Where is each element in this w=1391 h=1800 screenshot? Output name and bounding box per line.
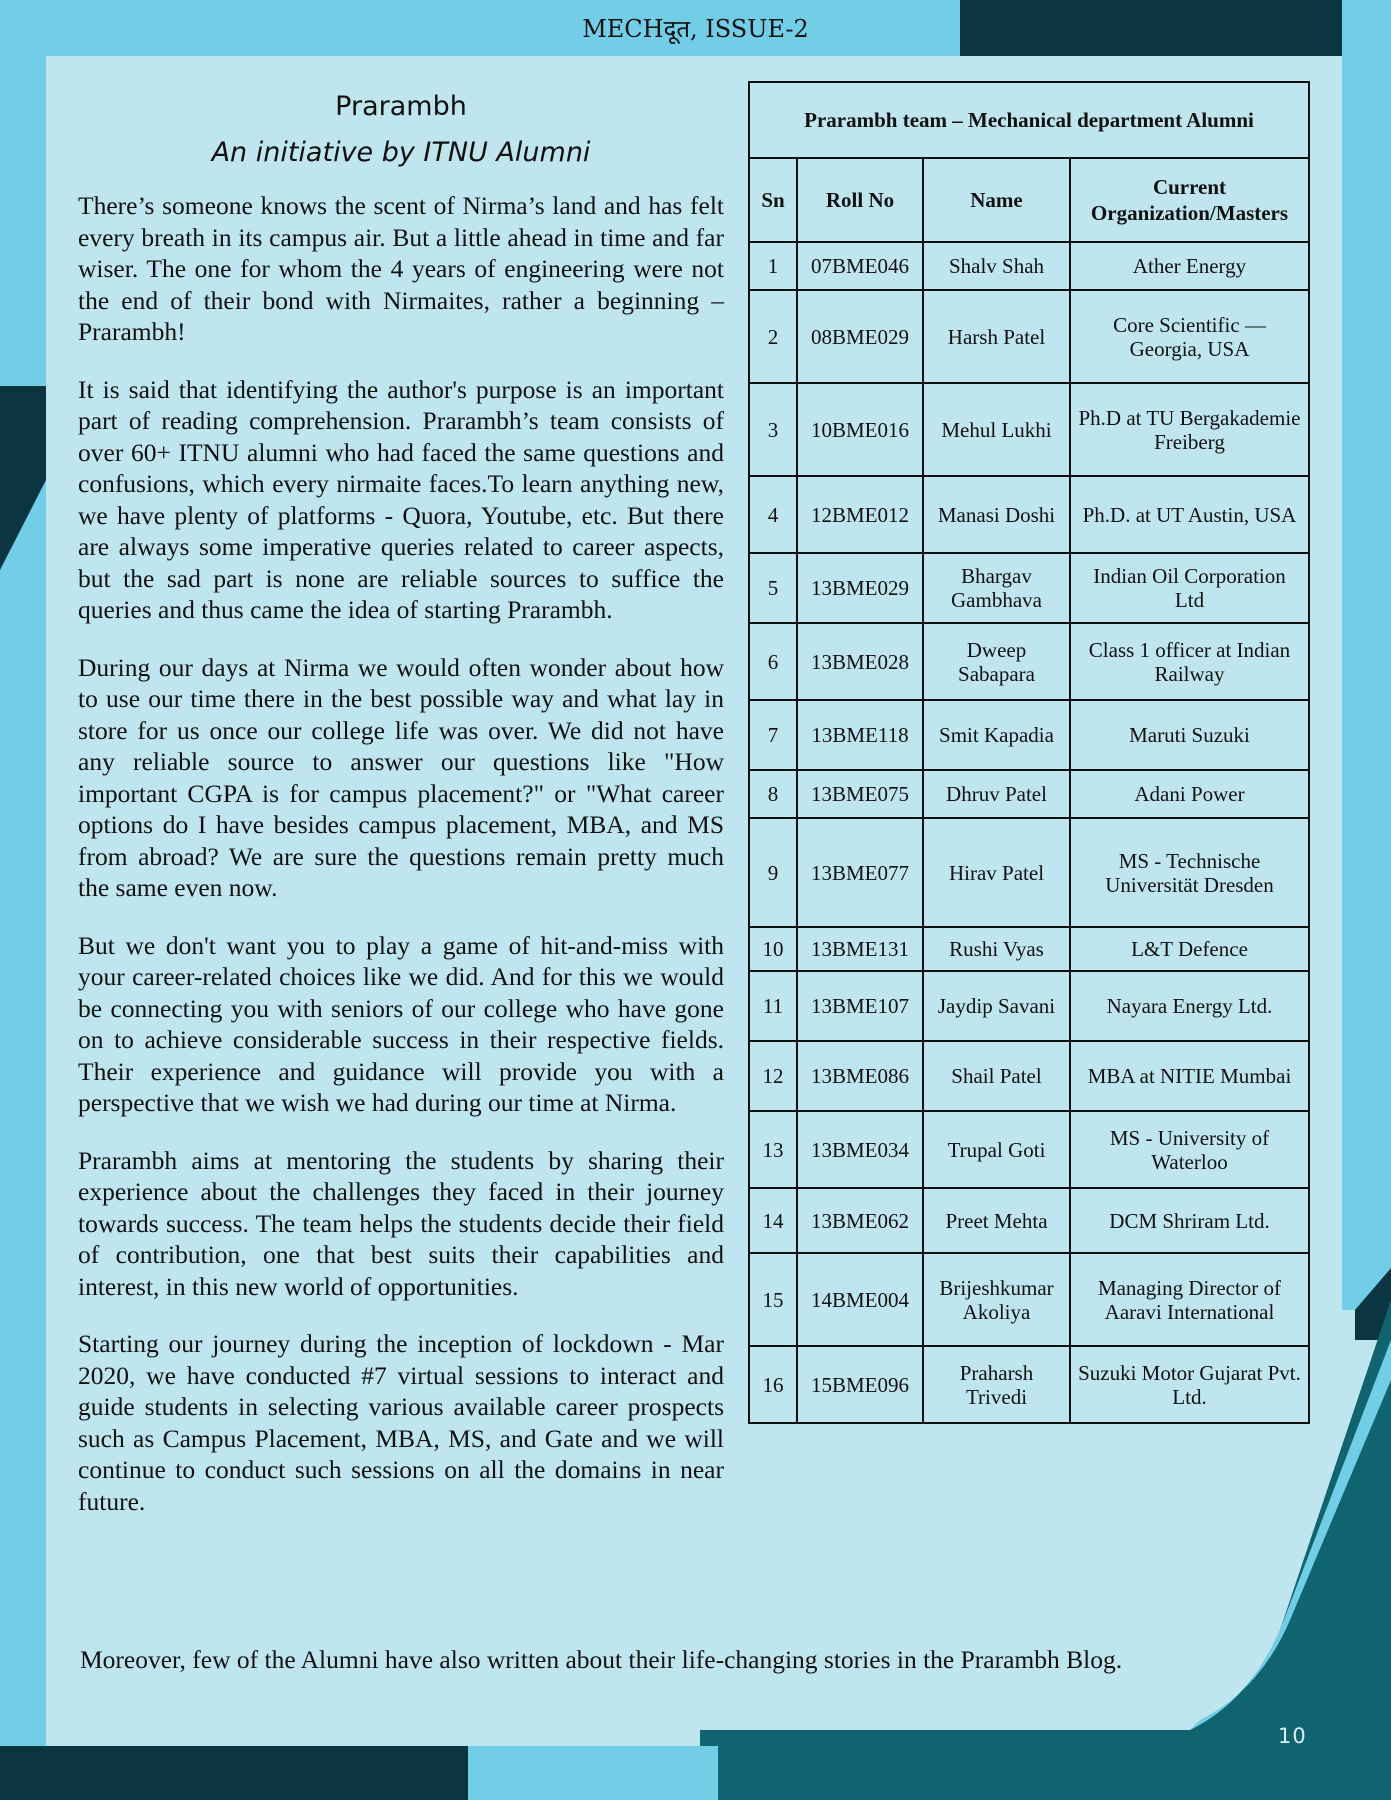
- issue-header: MECHदूत, ISSUE-2: [582, 15, 809, 43]
- table-row: [749, 927, 1309, 971]
- cell-name: Shail Patel: [923, 1041, 1070, 1111]
- cell-sn: 10: [749, 927, 797, 971]
- table-row: [749, 553, 1309, 623]
- cell-sn: 3: [749, 383, 797, 476]
- cell-organization: Suzuki Motor Gujarat Pvt. Ltd.: [1070, 1346, 1309, 1423]
- cell-name: Preet Mehta: [923, 1188, 1070, 1253]
- cell-roll-no: 14BME004: [797, 1253, 923, 1346]
- cell-name: Shalv Shah: [923, 242, 1070, 290]
- cell-name: Rushi Vyas: [923, 927, 1070, 971]
- cell-sn: 8: [749, 770, 797, 818]
- cell-roll-no: 13BME029: [797, 553, 923, 623]
- cell-roll-no: 13BME062: [797, 1188, 923, 1253]
- table-row: [749, 383, 1309, 476]
- cell-sn: 13: [749, 1111, 797, 1188]
- article-paragraph: It is said that identifying the author's purpose is an important part of reading comprehension. Prarambh’s team consists of over 60+ ITNU alumni who had faced the same questions and confusions, which every nirmaite faces.To learn anything new, we have plenty of platforms - Quora, Youtube, etc. But there are always some imperative queries related to career aspects, but the sad part is none are reliable sources to suffice the queries and thus came the idea of starting Prarambh.: [78, 374, 724, 624]
- cell-organization: Ph.D at TU Bergakademie Freiberg: [1070, 383, 1309, 476]
- cell-name: Jaydip Savani: [923, 971, 1070, 1041]
- cell-sn: 15: [749, 1253, 797, 1346]
- column-header-sn: Sn: [749, 158, 797, 242]
- table-row: [749, 242, 1309, 290]
- cell-name: Dhruv Patel: [923, 770, 1070, 818]
- table-row: [749, 290, 1309, 383]
- table-row: [749, 770, 1309, 818]
- cell-name: Manasi Doshi: [923, 476, 1070, 553]
- cell-name: Smit Kapadia: [923, 700, 1070, 770]
- table-row: [749, 700, 1309, 770]
- cell-organization: Core Scientific — Georgia, USA: [1070, 290, 1309, 383]
- cell-roll-no: 13BME107: [797, 971, 923, 1041]
- cell-sn: 11: [749, 971, 797, 1041]
- cell-roll-no: 12BME012: [797, 476, 923, 553]
- cell-organization: MBA at NITIE Mumbai: [1070, 1041, 1309, 1111]
- cell-roll-no: 13BME131: [797, 927, 923, 971]
- cell-organization: MS - Technische Universität Dresden: [1070, 818, 1309, 927]
- alumni-table: [748, 81, 1310, 1424]
- cell-organization: Ather Energy: [1070, 242, 1309, 290]
- cell-name: Mehul Lukhi: [923, 383, 1070, 476]
- article-title: Prarambh: [335, 91, 467, 122]
- column-header-name: Name: [923, 158, 1070, 242]
- cell-organization: MS - University of Waterloo: [1070, 1111, 1309, 1188]
- table-row: [749, 1346, 1309, 1423]
- table-row: [749, 1111, 1309, 1188]
- cell-organization: Ph.D. at UT Austin, USA: [1070, 476, 1309, 553]
- alumni-table-container: [748, 81, 1310, 1424]
- cell-roll-no: 13BME077: [797, 818, 923, 927]
- cell-organization: Class 1 officer at Indian Railway: [1070, 623, 1309, 700]
- closing-sentence: Moreover, few of the Alumni have also written about their life-changing stories in the Prarambh Blog.: [80, 1645, 1123, 1674]
- cell-name: Hirav Patel: [923, 818, 1070, 927]
- cell-name: Dweep Sabapara: [923, 623, 1070, 700]
- cell-roll-no: 13BME034: [797, 1111, 923, 1188]
- cell-organization: Indian Oil Corporation Ltd: [1070, 553, 1309, 623]
- article-paragraph: Prarambh aims at mentoring the students by sharing their experience about the challenges they faced in their journey towards success. The team helps the students decide their field of contribution, one that best suits their capabilities and interest, in this new world of opportunities.: [78, 1145, 724, 1301]
- table-title-row: [749, 82, 1309, 158]
- table-title: Prarambh team – Mechanical department Alumni: [749, 82, 1309, 158]
- cell-roll-no: 13BME086: [797, 1041, 923, 1111]
- cell-name: Brijeshkumar Akoliya: [923, 1253, 1070, 1346]
- cell-name: Trupal Goti: [923, 1111, 1070, 1188]
- article: [78, 84, 724, 1543]
- cell-sn: 4: [749, 476, 797, 553]
- cell-organization: L&T Defence: [1070, 927, 1309, 971]
- cell-roll-no: 07BME046: [797, 242, 923, 290]
- cell-sn: 2: [749, 290, 797, 383]
- cell-organization: Maruti Suzuki: [1070, 700, 1309, 770]
- cell-roll-no: 15BME096: [797, 1346, 923, 1423]
- cell-sn: 16: [749, 1346, 797, 1423]
- cell-roll-no: 08BME029: [797, 290, 923, 383]
- page-number: 10: [1278, 1724, 1307, 1748]
- cell-roll-no: 13BME028: [797, 623, 923, 700]
- cell-organization: Adani Power: [1070, 770, 1309, 818]
- article-paragraph: Starting our journey during the inception of lockdown - Mar 2020, we have conducted #7 virtual sessions to interact and guide students in selecting various available career prospects such as Campus Placement, MBA, MS, and Gate and we will continue to conduct such sessions on all the domains in near future.: [78, 1329, 724, 1516]
- article-subtitle: An initiative by ITNU Alumni: [211, 137, 591, 168]
- table-header-row: [749, 158, 1309, 242]
- article-paragraph: There’s someone knows the scent of Nirma’s land and has felt every breath in its campus air. But a little ahead in time and far wiser. The one for whom the 4 years of engineering were not the end of their bond with Nirmaites, rather a beginning – Prarambh!: [78, 191, 724, 346]
- cell-name: Praharsh Trivedi: [923, 1346, 1070, 1423]
- cell-name: Bhargav Gambhava: [923, 553, 1070, 623]
- cell-name: Harsh Patel: [923, 290, 1070, 383]
- table-row: [749, 623, 1309, 700]
- cell-sn: 7: [749, 700, 797, 770]
- article-paragraph: But we don't want you to play a game of hit-and-miss with your career-related choices like we did. And for this we would be connecting you with seniors of our college who have gone on to achieve considerable success in their respective fields. Their experience and guidance will provide you with a perspective that we wish we had during our time at Nirma.: [78, 930, 724, 1117]
- cell-roll-no: 10BME016: [797, 383, 923, 476]
- cell-roll-no: 13BME118: [797, 700, 923, 770]
- cell-sn: 14: [749, 1188, 797, 1253]
- table-row: [749, 1253, 1309, 1346]
- table-row: [749, 971, 1309, 1041]
- cell-sn: 5: [749, 553, 797, 623]
- table-row: [749, 476, 1309, 553]
- table-row: [749, 818, 1309, 927]
- column-header-organization: Current Organization/Masters: [1070, 158, 1309, 242]
- cell-organization: Nayara Energy Ltd.: [1070, 971, 1309, 1041]
- cell-sn: 6: [749, 623, 797, 700]
- cell-sn: 1: [749, 242, 797, 290]
- cell-roll-no: 13BME075: [797, 770, 923, 818]
- cell-organization: DCM Shriram Ltd.: [1070, 1188, 1309, 1253]
- table-row: [749, 1188, 1309, 1253]
- cell-sn: 9: [749, 818, 797, 927]
- column-header-roll-no: Roll No: [797, 158, 923, 242]
- article-paragraph: During our days at Nirma we would often wonder about how to use our time there in the best possible way and what lay in store for us once our college life was over. We did not have any reliable source to answer our questions like "How important CGPA is for campus placement?" or "What career options do I have besides campus placement, MBA, and MS from abroad? We are sure the questions remain pretty much the same even now.: [78, 652, 724, 902]
- table-row: [749, 1041, 1309, 1111]
- cell-organization: Managing Director of Aaravi International: [1070, 1253, 1309, 1346]
- cell-sn: 12: [749, 1041, 797, 1111]
